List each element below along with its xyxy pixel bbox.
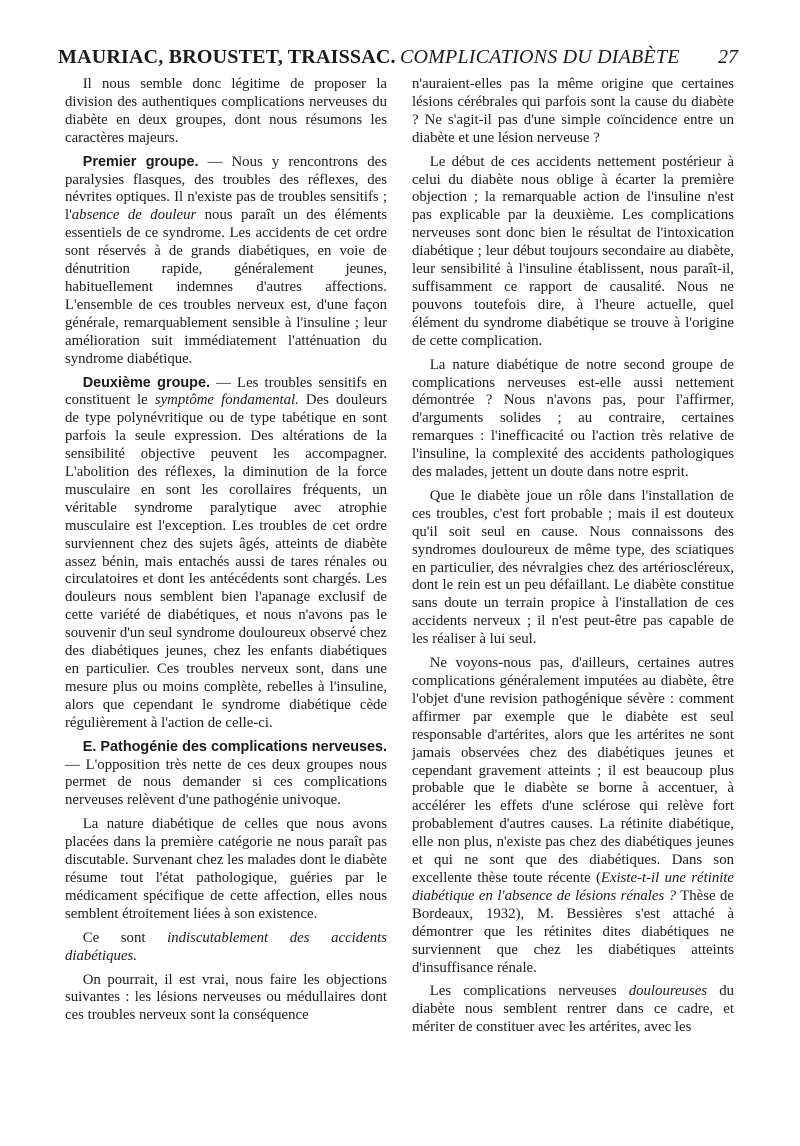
right-column — [412, 76, 734, 1043]
paragraph: Ce sont indiscutablement des accidents diabétiques. — [65, 929, 387, 964]
paragraph: On pourrait, il est vrai, nous faire les objections suivantes : les lésions nerveuses ou médullaires dont ces troubles nerveux sont la conséquence — [65, 971, 387, 1024]
paragraph: Premier groupe. — Nous y rencontrons des paralysies flasques, des troubles des réflexes, des névrites optiques. Il n'existe pas de troubles sensitifs ; l'absence de douleur nous paraît un des éléments essentiels de ce syndrome. Les accidents de cet ordre sont réservés à de grands diabétiques, en voie de dénutrition rapide, généralement jeunes, habituellement indemnes d'autres affections. L'ensemble de ces troubles nerveux est, d'une façon générale, remarquablement sensible à l'insuline ; leur amélioration suit immédiatement l'atténuation du syndrome diabétique. — [65, 153, 387, 367]
running-header — [0, 34, 800, 74]
section-heading: E. Pathogénie des complications nerveuses. — [82, 738, 387, 755]
section-heading: Premier groupe. — [82, 153, 199, 170]
paragraph: n'auraient-elles pas la même origine que certaines lésions cérébrales qui parfois sont la cause du diabète ? Ne s'agit-il pas d'une simple coïncidence entre un diabète et une lésion nerveuse ? — [412, 76, 734, 146]
paragraph: Le début de ces accidents nettement postérieur à celui du diabète nous oblige à écarter la première objection ; la remarquable action de l'insuline n'est pas explicable par la deuxième. Les complications nerveuses sont donc bien le résultat de l'intoxication diabétique ; leur début toujours secondaire au diabète, leur sensibilité à l'insuline établissent, nous paraît-il, suffisamment ce rapport de causalité. Nous ne pouvons toutefois dire, à l'heure actuelle, quel élément du syndrome diabétique se trouve à l'origine de cette complication. — [412, 153, 734, 349]
header-authors: MAURIAC, BROUSTET, TRAISSAC. — [58, 46, 396, 68]
header-title: COMPLICATIONS DU DIABÈTE — [400, 46, 680, 68]
paragraph: La nature diabétique de notre second groupe de complications nerveuses est-elle aussi nettement démontrée ? Nous n'avons pas, pour l'affirmer, d'arguments solides ; au contraire, certaines remarques : l'inefficacité ou l'action très relative de l'insuline, la complexité des accidents pathologiques des malades, jettent un doute dans notre esprit. — [412, 356, 734, 481]
page-number: 27 — [718, 46, 738, 68]
paragraph: Deuxième groupe. — Les troubles sensitifs en constituent le symptôme fondamental. Des douleurs de type polynévritique ou de type tabétique en sont parfois la seule expression. Des altérations de la sensibilité objective peuvent les accompagner. L'abolition des réflexes, la diminution de la force musculaire en sont les corollaires fréquents, un véritable syndrome paralytique avec atrophie musculaire est l'exception. Les troubles de cet ordre surviennent chez des sujets âgés, atteints de diabète assez bénin, mais entachés aussi de tares rénales ou circulatoires et dont les antécédents sont chargés. Les douleurs nous semblent bien l'apanage exclusif de cette variété de diabétiques, et nous n'avons pas le souvenir d'un seul syndrome douloureux observé chez des diabétiques jeunes, chez les enfants diabétiques en particulier. Ces troubles nerveux sont, dans une mesure plus ou moins complète, rebelles à l'insuline, alors que cependant le syndrome diabétique cède régulièrement à l'action de celle-ci. — [65, 374, 387, 731]
paragraph: Ne voyons-nous pas, d'ailleurs, certaines autres complications généralement imputées au diabète, être l'objet d'une revision pathogénique sévère : comment affirmer par exemple que le diabète est seul responsable d'artérites, alors que les artérites ne sont jamais observées chez des diabétiques jeunes et cependant gravement atteints ; il est beaucoup plus probable que le diabète se borne à accentuer, à accélérer les effets d'une sclérose qui relève fort probablement d'autres causes. La rétinite diabétique, elle non plus, n'existe pas chez des diabétiques jeunes et qui ne sont que des diabétiques. Dans son excellente thèse toute récente (Existe-t-il une rétinite diabétique en l'absence de lésions rénales ? Thèse de Bordeaux, 1932), M. Bessières s'est attaché à démontrer que les rétinites dites diabétiques ne surviennent que chez les diabétiques atteints d'insuffisance rénale. — [412, 655, 735, 976]
paragraph: Que le diabète joue un rôle dans l'installation de ces troubles, c'est fort probable ; mais il est douteux qu'il soit seul en cause. Nous connaissons des syndromes douloureux de même type, des sciatiques en particulier, des névralgies chez des artérioscléreux, dont le rein est un peu défaillant. Le diabète constitue sans doute un terrain propice à l'installation de ces accidents nerveux ; il n'est peut-être pas capable de les réaliser à lui seul. — [412, 487, 734, 648]
paragraph: Il nous semble donc légitime de proposer la division des authentiques complications nerveuses du diabète en deux groupes, dont nous résumons les caractères majeurs. — [65, 76, 387, 146]
paragraph: Les complications nerveuses douloureuses du diabète nous semblent rentrer dans ce cadre, et mériter de constituer avec les artérites, avec les — [412, 983, 734, 1036]
left-column — [65, 76, 387, 1031]
paragraph: E. Pathogénie des complications nerveuses. — L'opposition très nette de ces deux groupes nous permet de nous demander si ces complications nerveuses relèvent d'une pathogénie univoque. — [65, 738, 387, 809]
paragraph: La nature diabétique de celles que nous avons placées dans la première catégorie ne nous paraît pas discutable. Survenant chez les malades dont le diabète résume tout l'état pathologique, guéries par le médicament spécifique de cette affection, elles nous semblent étroitement liées à son existence. — [65, 816, 387, 922]
section-heading: Deuxième groupe. — [82, 374, 210, 391]
